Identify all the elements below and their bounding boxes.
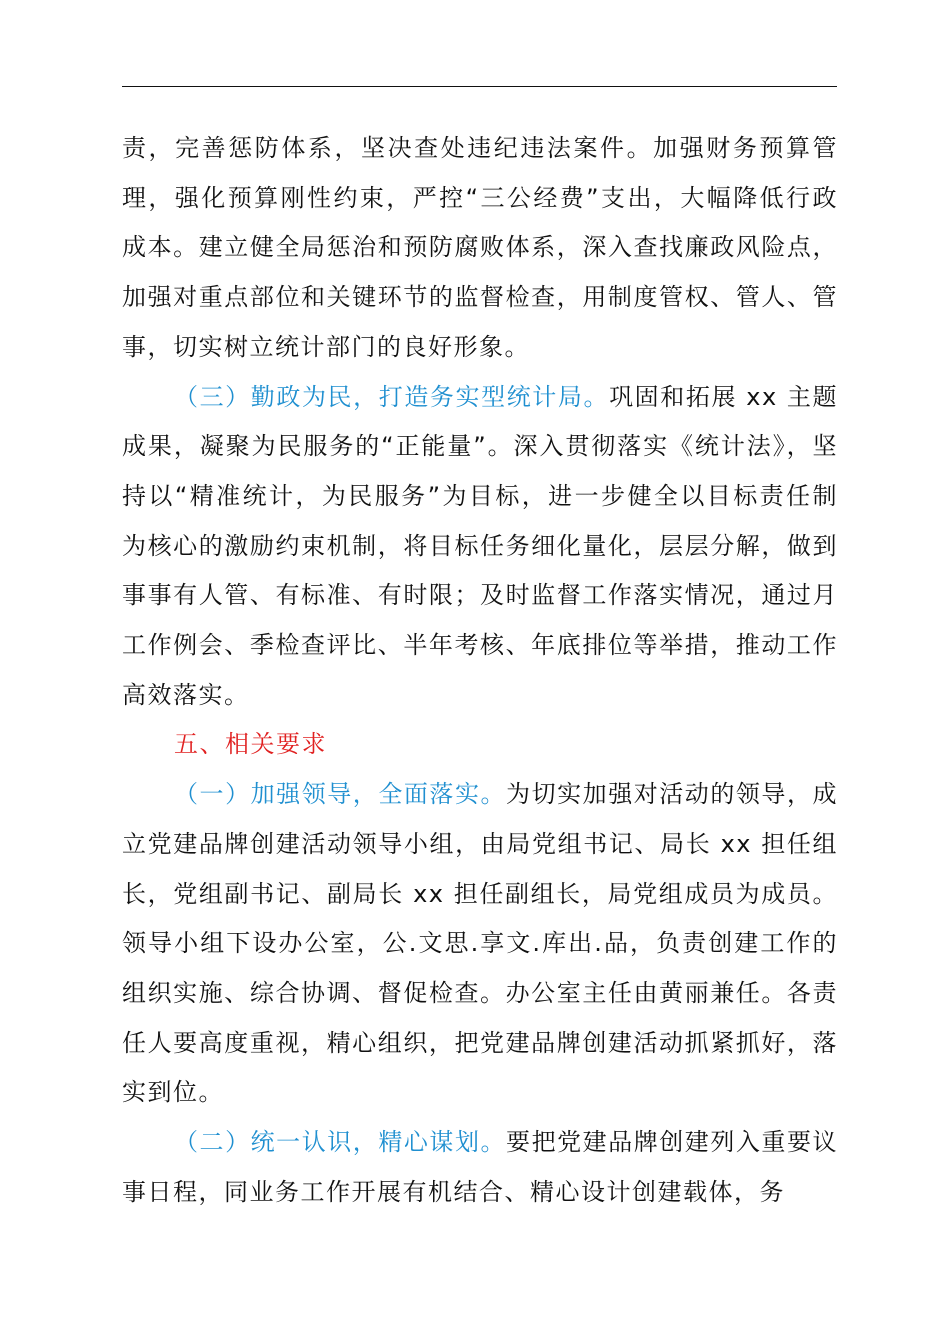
subsection-heading: （三）勤政为民，打造务实型统计局。: [174, 382, 610, 411]
paragraph-requirement-1: [122, 770, 838, 1118]
header-rule: [122, 86, 837, 87]
paragraph-text: 为切实加强对活动的领导，成立党建品牌创建活动领导小组，由局党组书记、局长 xx 担任组长，党组副书记、副局长 xx 担任副组长，局党组成员为成员。领导小组下设办公室，公.文思.享文.库出.品，负责创建工作的组织实施、综合协调、督促检查。办公室主任由黄丽兼任。各责任人要高度重视，精心组织，把党建品牌创建活动抓紧抓好，落实到位。: [122, 780, 839, 1107]
document-body: [122, 124, 838, 1217]
paragraph-text: 巩固和拓展 xx 主题成果，凝聚为民服务的“正能量”。深入贯彻落实《统计法》，坚持以“精准统计，为民服务”为目标，进一步健全以目标责任制为核心的激励约束机制，将目标任务细化量化，层层分解，做到事事有人管、有标准、有时限；及时监督工作落实情况，通过月工作例会、季检查评比、半年考核、年底排位等举措，推动工作高效落实。: [122, 382, 839, 709]
section-title: 五、相关要求: [174, 730, 327, 759]
subsection-heading: （二）统一认识，精心谋划。: [174, 1128, 507, 1157]
paragraph-requirement-2: [122, 1118, 838, 1217]
subsection-heading: （一）加强领导，全面落实。: [174, 780, 507, 809]
paragraph-text: 责，完善惩防体系，坚决查处违纪违法案件。加强财务预算管理，强化预算刚性约束，严控“三公经费”支出，大幅降低行政成本。建立健全局惩治和预防腐败体系，深入查找廉政风险点，加强对重点部位和关键环节的监督检查，用制度管权、管人、管事，切实树立统计部门的良好形象。: [122, 134, 838, 361]
paragraph-continuation: [122, 124, 838, 373]
paragraph-section-3: [122, 373, 838, 721]
paragraph-text: 要把党建品牌创建列入重要议事日程，同业务工作开展有机结合、精心设计创建载体，务: [122, 1128, 839, 1206]
